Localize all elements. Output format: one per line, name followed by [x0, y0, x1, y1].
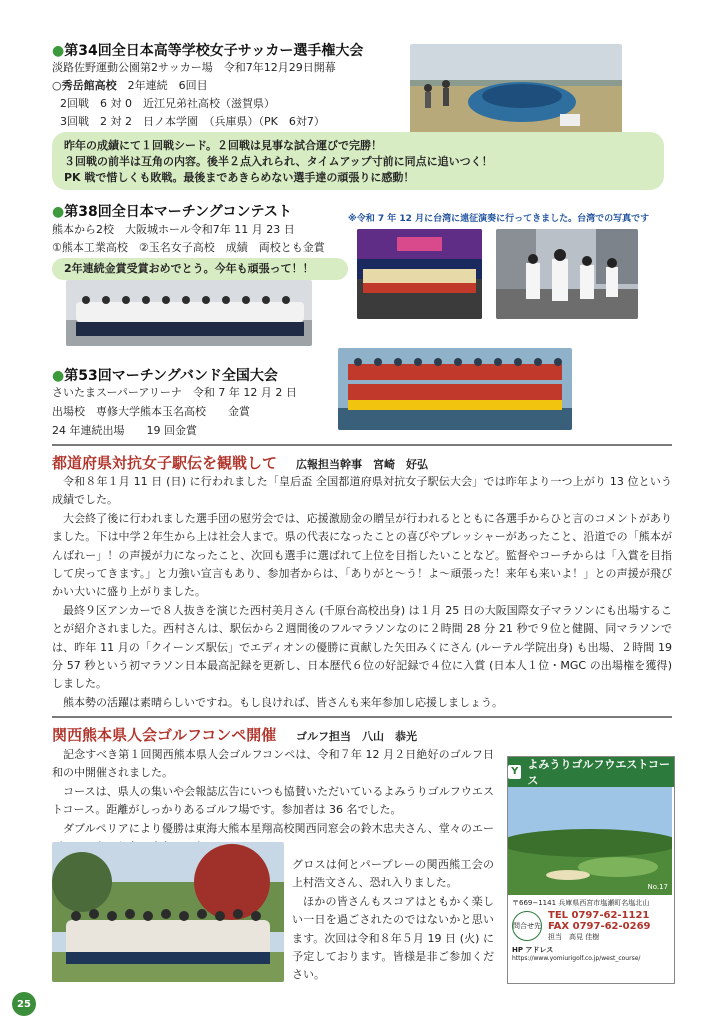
section-divider	[52, 444, 672, 446]
course-logo-icon: Y	[508, 765, 521, 779]
golf-paragraph: グロスは何とパープレーの関西熊工会の上村浩文さん、恐れ入りました。	[292, 858, 494, 890]
band-venue: さいたまスーパーアリーナ 令和 7 年 12 月 2 日	[52, 386, 297, 399]
ad-hp-url[interactable]: https://www.yomiurigolf.co.jp/west_course/	[512, 955, 641, 962]
soccer-venue: 淡路佐野運動公園第2サッカー場 令和7年12月29日開幕	[52, 61, 336, 74]
course-photo	[508, 787, 674, 895]
taiwan-photo-note: ※令和 7 年 12 月に台湾に遠征演奏に行ってきました。台湾での写真です	[348, 214, 650, 224]
bullet-icon: ●	[52, 43, 65, 59]
soccer-round2: 2回戦 6 対 0 近江兄弟社高校（滋賀県）	[60, 97, 275, 110]
golf-paragraph: ほかの皆さんもスコアはともかく楽しい一日を過ごされたのではないかと思います。次回は令和８年５月 19 日 (火) に予定しております。皆様是非ご参加ください。	[292, 894, 494, 982]
section-divider	[52, 716, 672, 718]
ekiden-paragraph: 最終９区アンカーで８人抜きを演じた西村美月さん (千原台高校出身) は１月 25 日の大阪国際女子マラソンにも出場することが紹介されました。西村さんは、駅伝から２週間後のフルマラソンなのに２時間 28 分 21 秒で９位と健闘、同マラソンでは、昨年 11 月の「クイーンズ駅伝」でエディオンの優勝に貢献した矢田みくにさん (ルーテル学院出身) も出場、２時間 19 分 57 秒という初マラソン日本最高記録を更新し、日本歴代６位の好記録で４位に入賞 (日本人１位・MGC の出場権を獲得) しました。	[52, 603, 672, 691]
marching-comment-bubble: 2年連続金賞受賞おめでとう。今年も頑張って！！	[52, 258, 348, 280]
ekiden-paragraph: 大会終了後に行われました選手団の慰労会では、応援激励金の贈呈が行われるとともに各選手からひと言のコメントがありました。下は中学２年生から上は社会人まで。県の代表になったことの喜びやプレッシャーがあったこと、沿道での「熊本がんばれー」！の声援が力になったこと、次回も選手に選ばれて上位を目指したいことなど。監督やコーチからは「入賞を目指して戻ってきます。」と力強い宣言もあり、参加者からは、「ありがと～う！よ～頑張った！来年も来いよ！」との声援が飛びかい大いに盛り上がりました。	[52, 511, 672, 599]
marching-venue: 熊本から2校 大阪城ホール令和7年 11 月 23 日	[52, 223, 295, 236]
marching-result: ①熊本工業高校 ②玉名女子高校 成績 両校とも金賞	[52, 241, 325, 254]
soccer-school: ○秀岳館高校 2年連続 6回目	[52, 79, 208, 92]
soccer-title: ●第34回全日本高等学校女子サッカー選手権大会	[52, 43, 364, 59]
ad-contact-block	[508, 910, 674, 942]
soccer-comment-bubble: 昨年の成績にて１回戦シード。２回戦は見事な試合運びで完勝！ ３回戦の前半は互角の内容。後半２点入れられ、タイムアップ寸前に同点に追いつく！ PK 戦で惜しくも敗戦。最後まであきらめない選手達の頑張りに感動！	[52, 132, 664, 190]
golf-title: 関西熊本県人会ゴルフコンペ開催	[52, 726, 277, 744]
taiwan-parade-photo	[496, 229, 638, 319]
soccer-round3: 3回戦 2 対 2 日ノ本学園 （兵庫県）（PK 6対7）	[60, 115, 325, 128]
ad-header	[508, 757, 674, 787]
golf-paragraph: コースは、県人の集いや会報誌広告にいつも協賛いただいているよみうりゴルフウエストコース。距離がしっかりあるゴルフ場です。参加者は 36 名でした。	[52, 784, 494, 817]
golf-paragraph: 記念すべき第１回関西熊本県人会ゴルフコンペは、令和７年 12 月２日絶好のゴルフ日和の中開催されました。	[52, 748, 494, 780]
golf-paragraph: ダブルペリアにより優勝は東海大熊本星翔高校関西同窓会の鈴木忠夫さん、堂々のエー	[63, 821, 494, 835]
ekiden-title: 都道府県対抗女子駅伝を観戦して	[52, 454, 278, 472]
golf-course-ad	[507, 756, 675, 984]
golf-group-photo	[52, 842, 284, 982]
ekiden-byline: 広報担当幹事 宮崎 好弘	[296, 458, 428, 471]
band-school: 出場校 専修大学熊本玉名高校 金賞	[52, 405, 250, 418]
marching-title: ●第38回全日本マーチングコンテスト	[52, 204, 292, 220]
page-number: 25	[12, 992, 36, 1016]
ekiden-body	[52, 473, 672, 712]
band-group-photo	[338, 348, 572, 430]
bullet-icon: ●	[52, 368, 65, 384]
golf-byline: ゴルフ担当 八山 恭光	[296, 730, 417, 743]
ad-contact-label: 問合せ先	[512, 911, 542, 941]
ad-tel: TEL 0797-62-1121	[548, 910, 650, 921]
marching-group-photo	[66, 280, 312, 346]
ekiden-paragraph: 令和８年１月 11 日 (日) に行われました「皇后盃 全国都道府県対抗女子駅伝大会」では昨年より一つ上がり 13 位という成績でした。	[52, 475, 672, 507]
band-title: ●第53回マーチングバンド全国大会	[52, 368, 278, 384]
ad-hp-label: HP アドレス	[512, 946, 554, 954]
ad-badge: No.17	[647, 883, 668, 891]
golf-body-side	[292, 856, 494, 985]
ad-fax: FAX 0797-62-0269	[548, 921, 651, 932]
bullet-icon: ●	[52, 204, 65, 220]
ad-address: 〒669−1141 兵庫県西宮市塩瀬町名塩北山	[512, 899, 650, 907]
soccer-team-photo	[410, 44, 622, 144]
taiwan-stage-photo	[357, 229, 482, 319]
ekiden-paragraph: 熊本勢の活躍は素晴らしいですね。もし良ければ、皆さんも来年参加し応援しましょう。	[63, 695, 503, 709]
golf-body-top	[52, 746, 494, 856]
ad-course-name: よみうりゴルフウエストコース	[527, 758, 670, 787]
band-record: 24 年連続出場 19 回金賞	[52, 424, 197, 437]
ad-person: 担当 高見 佳樹	[548, 933, 600, 941]
